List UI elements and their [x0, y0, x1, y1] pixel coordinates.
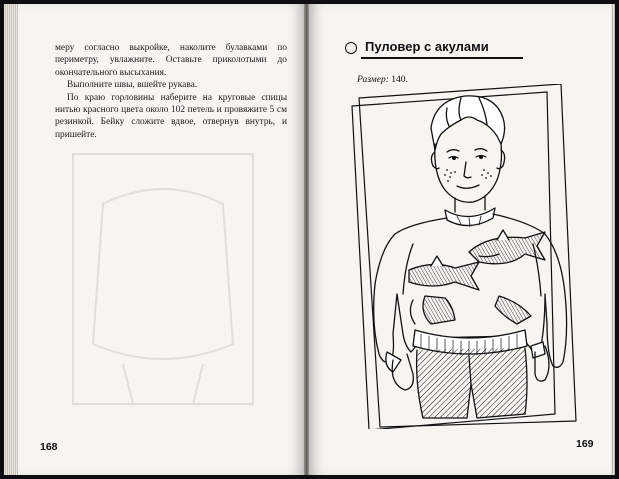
trousers [417, 348, 527, 418]
left-page [18, 4, 304, 475]
show-through-illustration [63, 144, 263, 414]
size-label: Размер: [357, 75, 389, 85]
circle-bullet-icon [345, 42, 357, 54]
left-cuff [386, 352, 401, 372]
right-page [309, 4, 611, 475]
page-number-right: 169 [576, 438, 594, 450]
shark-middle-icon [409, 262, 479, 290]
paragraph-1: меру согласно выкройке, наколите булавками по периметру, увлажните. Оставьте приколотыми до окончательного высыхания. [55, 43, 287, 78]
shark-lower-icon [423, 296, 455, 324]
instructions-text [55, 42, 287, 141]
paragraph-3: По краю горловины наберите на круговые спицы нитью красного цвета около 102 петель и провяжите 5 см резинкой. Бейку сложите вдвое, отвернув внутрь, и пришейте. [55, 92, 287, 140]
page-number-left: 168 [40, 441, 58, 453]
freckles [444, 169, 492, 182]
right-cuff [531, 342, 545, 358]
collar [445, 208, 495, 226]
paragraph-2: Выполните швы, вшейте рукава. [67, 80, 198, 91]
pattern-title: Пуловер с акулами [365, 39, 489, 54]
page-edges-left [4, 4, 18, 475]
hair [431, 96, 505, 150]
size-value: 140. [391, 75, 408, 85]
face [435, 144, 502, 202]
boy-in-shark-sweater-icon [349, 84, 589, 429]
book-spread [4, 4, 615, 475]
page-edges-right [611, 4, 615, 475]
title-underline [361, 57, 523, 59]
